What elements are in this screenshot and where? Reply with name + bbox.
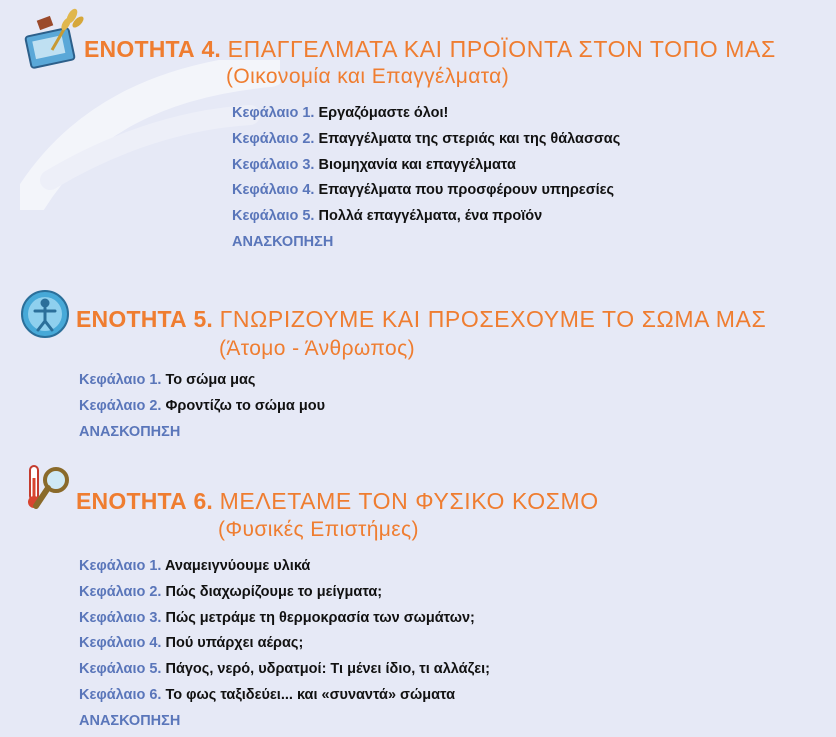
chapter-link[interactable] bbox=[79, 631, 490, 657]
review-label: ΑΝΑΣΚΟΠΗΣΗ bbox=[79, 712, 181, 729]
chapter-label: Κεφάλαιο 4. bbox=[79, 635, 162, 652]
chapter-label: Κεφάλαιο 2. bbox=[79, 583, 162, 600]
chapter-label: Κεφάλαιο 3. bbox=[79, 609, 162, 626]
review-link[interactable] bbox=[79, 709, 490, 735]
chapter-title: Αναμειγνύουμε υλικά bbox=[164, 558, 311, 574]
unit-4-number: ΕΝΟΤΗΤΑ 4. bbox=[84, 36, 222, 62]
chapter-title: Πώς μετράμε τη θερμοκρασία των σωμάτων; bbox=[165, 609, 475, 626]
chapter-label: Κεφάλαιο 2. bbox=[79, 397, 162, 414]
chapter-title: Πώς διαχωρίζουμε το μείγματα; bbox=[165, 583, 383, 600]
chapter-title: Φροντίζω το σώμα μου bbox=[165, 397, 326, 414]
review-label: ΑΝΑΣΚΟΠΗΣΗ bbox=[79, 423, 181, 440]
unit-5-name: ΓΝΩΡΙΖΟΥΜΕ ΚΑΙ ΠΡΟΣΕΧΟΥΜΕ ΤΟ ΣΩΜΑ ΜΑΣ bbox=[219, 306, 767, 332]
unit-4-subtitle: (Οικονομία και Επαγγέλματα) bbox=[226, 65, 510, 88]
unit-6-subtitle: (Φυσικές Επιστήμες) bbox=[218, 518, 419, 541]
chapter-label: Κεφάλαιο 5. bbox=[232, 208, 315, 225]
chapter-link[interactable] bbox=[79, 657, 490, 683]
unit-5-subtitle: (Άτομο - Άνθρωπος) bbox=[219, 337, 416, 360]
unit-4-name: ΕΠΑΓΓΕΛΜΑΤΑ ΚΑΙ ΠΡΟΪΟΝΤΑ ΣΤΟΝ ΤΟΠΟ ΜΑΣ bbox=[227, 36, 776, 62]
unit-5-number: ΕΝΟΤΗΤΑ 5. bbox=[76, 306, 214, 332]
chapter-title: Πού υπάρχει αέρας; bbox=[165, 635, 304, 652]
chapter-title: Το φως ταξιδεύει... και «συναντά» σώματα bbox=[165, 686, 455, 703]
thermometer-magnifier-icon bbox=[24, 460, 76, 512]
chapter-title: Πάγος, νερό, υδρατμοί: Τι μένει ίδιο, τι αλλάζει; bbox=[165, 661, 490, 678]
chapter-title: Επαγγέλματα που προσφέρουν υπηρεσίες bbox=[318, 182, 615, 199]
unit-6-chapter-list bbox=[79, 554, 490, 735]
chapter-link[interactable] bbox=[79, 580, 490, 606]
chapter-label: Κεφάλαιο 1. bbox=[232, 105, 315, 121]
chapter-label: Κεφάλαιο 2. bbox=[232, 130, 315, 147]
chapter-title: Εργαζόμαστε όλοι! bbox=[318, 105, 449, 121]
chapter-title: Πολλά επαγγέλματα, ένα προϊόν bbox=[318, 208, 543, 225]
unit-6-number: ΕΝΟΤΗΤΑ 6. bbox=[76, 488, 214, 514]
unit-6-title bbox=[76, 488, 599, 515]
chapter-title: Επαγγέλματα της στεριάς και της θάλασσας bbox=[318, 130, 621, 147]
review-label: ΑΝΑΣΚΟΠΗΣΗ bbox=[232, 233, 334, 250]
chapter-title: Το σώμα μας bbox=[165, 372, 256, 388]
chapter-link[interactable] bbox=[79, 683, 490, 709]
chapter-link[interactable] bbox=[79, 554, 490, 580]
chapter-label: Κεφάλαιο 1. bbox=[79, 372, 162, 388]
unit-6-name: ΜΕΛΕΤΑΜΕ ΤΟΝ ΦΥΣΙΚΟ ΚΟΣΜΟ bbox=[219, 488, 599, 514]
chapter-title: Βιομηχανία και επαγγέλματα bbox=[318, 156, 516, 173]
chapter-label: Κεφάλαιο 4. bbox=[232, 182, 315, 199]
chapter-link[interactable] bbox=[79, 606, 490, 632]
chapter-label: Κεφάλαιο 6. bbox=[79, 686, 162, 703]
chapter-label: Κεφάλαιο 1. bbox=[79, 558, 162, 574]
chapter-label: Κεφάλαιο 5. bbox=[79, 661, 162, 678]
chapter-label: Κεφάλαιο 3. bbox=[232, 156, 315, 173]
